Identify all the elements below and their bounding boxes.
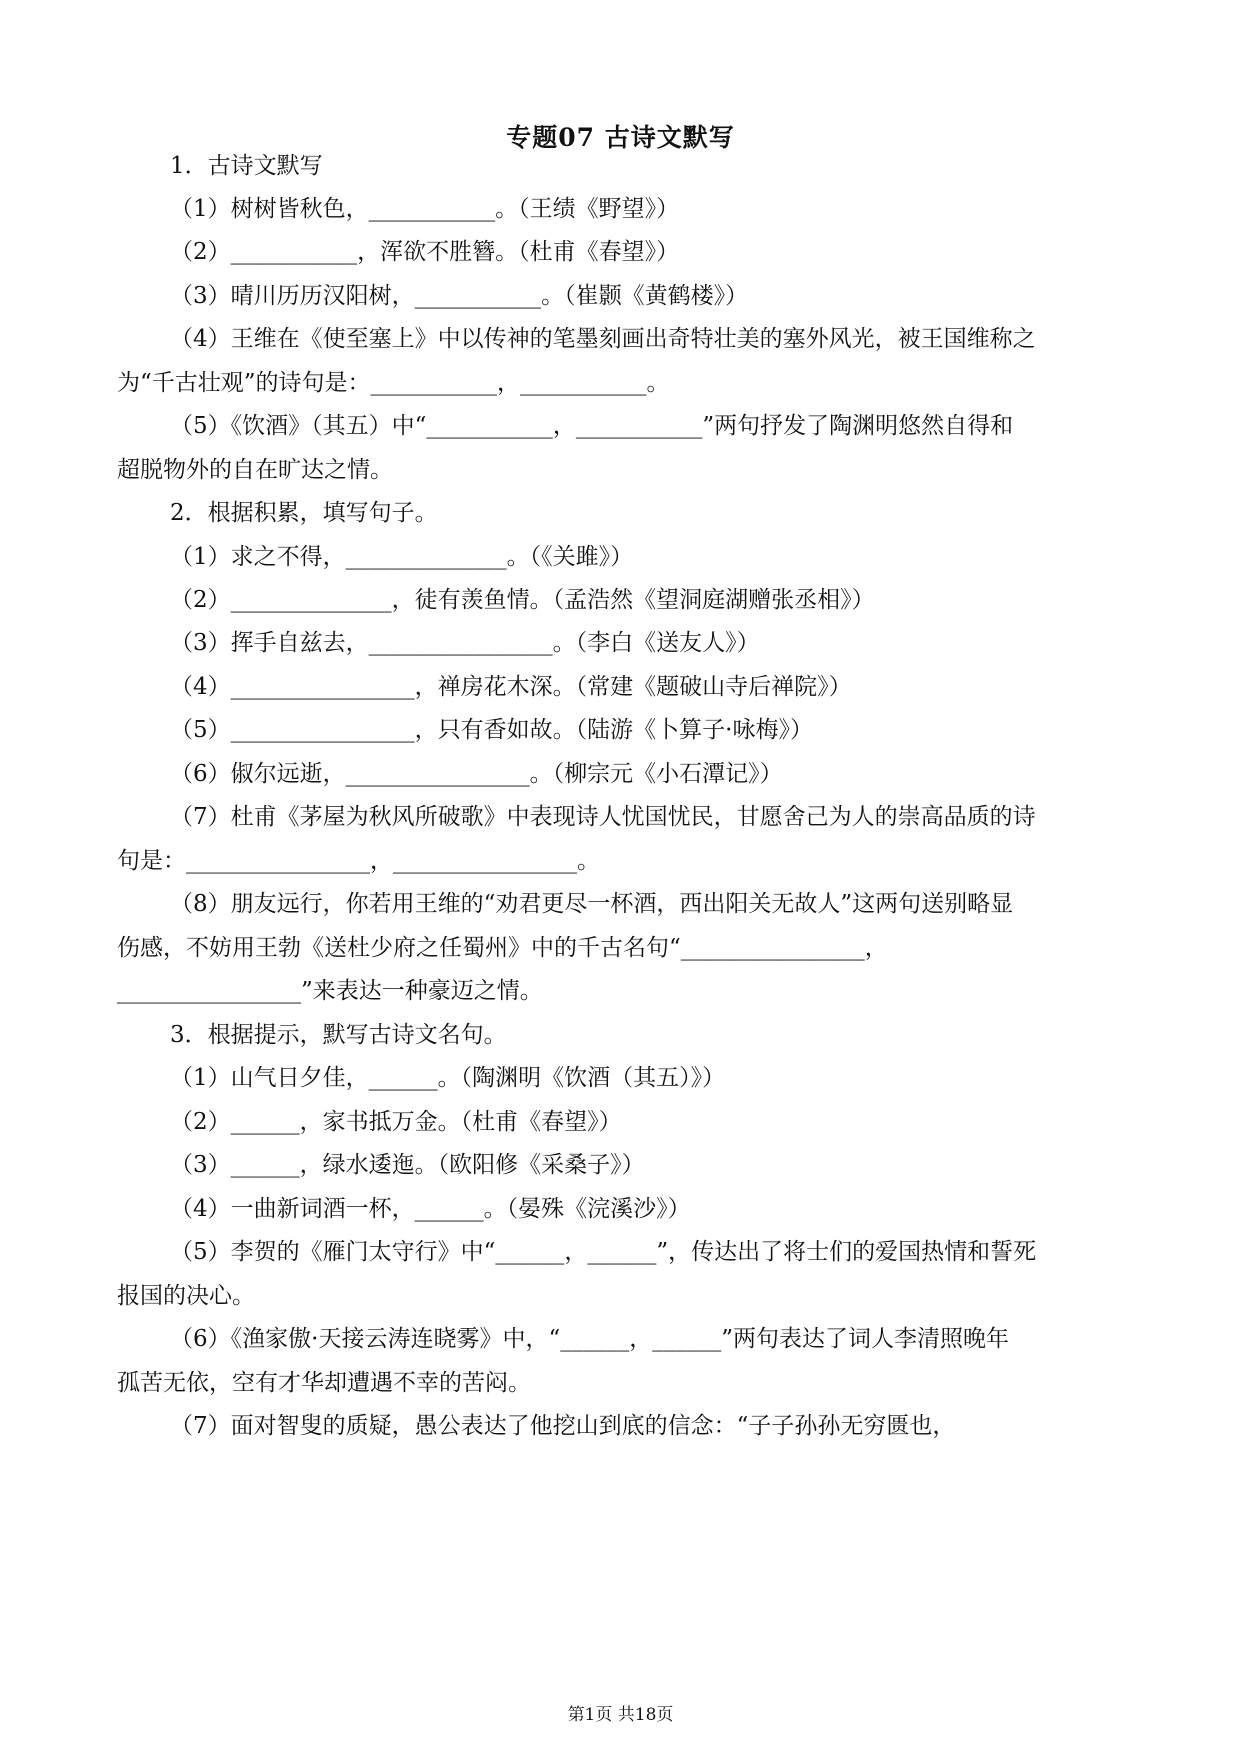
question-line: （1）山气日夕佳，______。（陶渊明《饮酒（其五）》）: [170, 1065, 726, 1091]
question-line: ________________”来表达一种豪迈之情。: [117, 978, 543, 1004]
question-line: 孤苦无依，空有才华却遭遇不幸的苦闷。: [117, 1370, 531, 1396]
section-heading-2: 2．根据积累，填写句子。: [170, 500, 438, 526]
question-line: （6）俶尔远逝，________________。（柳宗元《小石潭记》）: [170, 761, 783, 787]
question-line: （4）一曲新词酒一杯，______。（晏殊《浣溪沙》）: [170, 1196, 691, 1222]
question-line: （6）《渔家傲·天接云涛连晓雾》中，“______，______”两句表达了词人李清照晚年: [170, 1326, 1009, 1352]
question-line: （5）________________，只有香如故。（陆游《卜算子·咏梅》）: [170, 717, 813, 743]
section-heading-3: 3．根据提示，默写古诗文名句。: [170, 1022, 507, 1048]
question-line: （1）求之不得，______________。（《关雎》）: [170, 544, 634, 570]
question-line: 报国的决心。: [117, 1283, 255, 1309]
question-line: （2）______，家书抵万金。（杜甫《春望》）: [170, 1109, 622, 1135]
page-footer: 第1页 共18页: [567, 1705, 674, 1725]
page-title: 专题07 古诗文默写: [506, 123, 735, 152]
question-line: （5）李贺的《雁门太守行》中“______，______”，传达出了将士们的爱国热情和誓死: [170, 1239, 1037, 1265]
question-line: （1）树树皆秋色，___________。（王绩《野望》）: [170, 196, 680, 222]
question-line: 句是：________________，________________。: [117, 848, 600, 874]
question-line: （7）面对智叟的质疑，愚公表达了他挖山到底的信念：“子子孙孙无穷匮也，: [170, 1413, 956, 1439]
question-line: （3）______，绿水逶迤。（欧阳修《采桑子》）: [170, 1152, 645, 1178]
question-line: （4）王维在《使至塞上》中以传神的笔墨刻画出奇特壮美的塞外风光，被王国维称之: [170, 326, 1036, 352]
question-line: （3）挥手自兹去，________________。（李白《送友人》）: [170, 630, 760, 656]
question-line: （5）《饮酒》（其五）中“___________，___________”两句抒发了陶渊明悠然自得和: [170, 413, 1014, 439]
section-heading-1: 1．古诗文默写: [170, 153, 323, 179]
question-line: （7）杜甫《茅屋为秋风所破歌》中表现诗人忧国忧民，甘愿舍己为人的崇高品质的诗: [170, 804, 1036, 830]
question-line: （2）___________，浑欲不胜簪。（杜甫《春望》）: [170, 239, 680, 265]
question-line: （3）晴川历历汉阳树，___________。（崔颢《黄鹤楼》）: [170, 283, 749, 309]
question-line: （2）______________，徒有羡鱼情。（孟浩然《望洞庭湖赠张丞相》）: [170, 587, 875, 613]
question-line: （4）________________，禅房花木深。（常建《题破山寺后禅院》）: [170, 674, 852, 700]
question-line: （8）朋友远行，你若用王维的“劝君更尽一杯酒，西出阳关无故人”这两句送别略显: [170, 891, 1014, 917]
question-line: 超脱物外的自在旷达之情。: [117, 457, 393, 483]
question-line: 为“千古壮观”的诗句是：___________，___________。: [117, 370, 670, 396]
question-line: 伤感，不妨用王勃《送杜少府之任蜀州》中的千古名句“________________，: [117, 935, 888, 961]
